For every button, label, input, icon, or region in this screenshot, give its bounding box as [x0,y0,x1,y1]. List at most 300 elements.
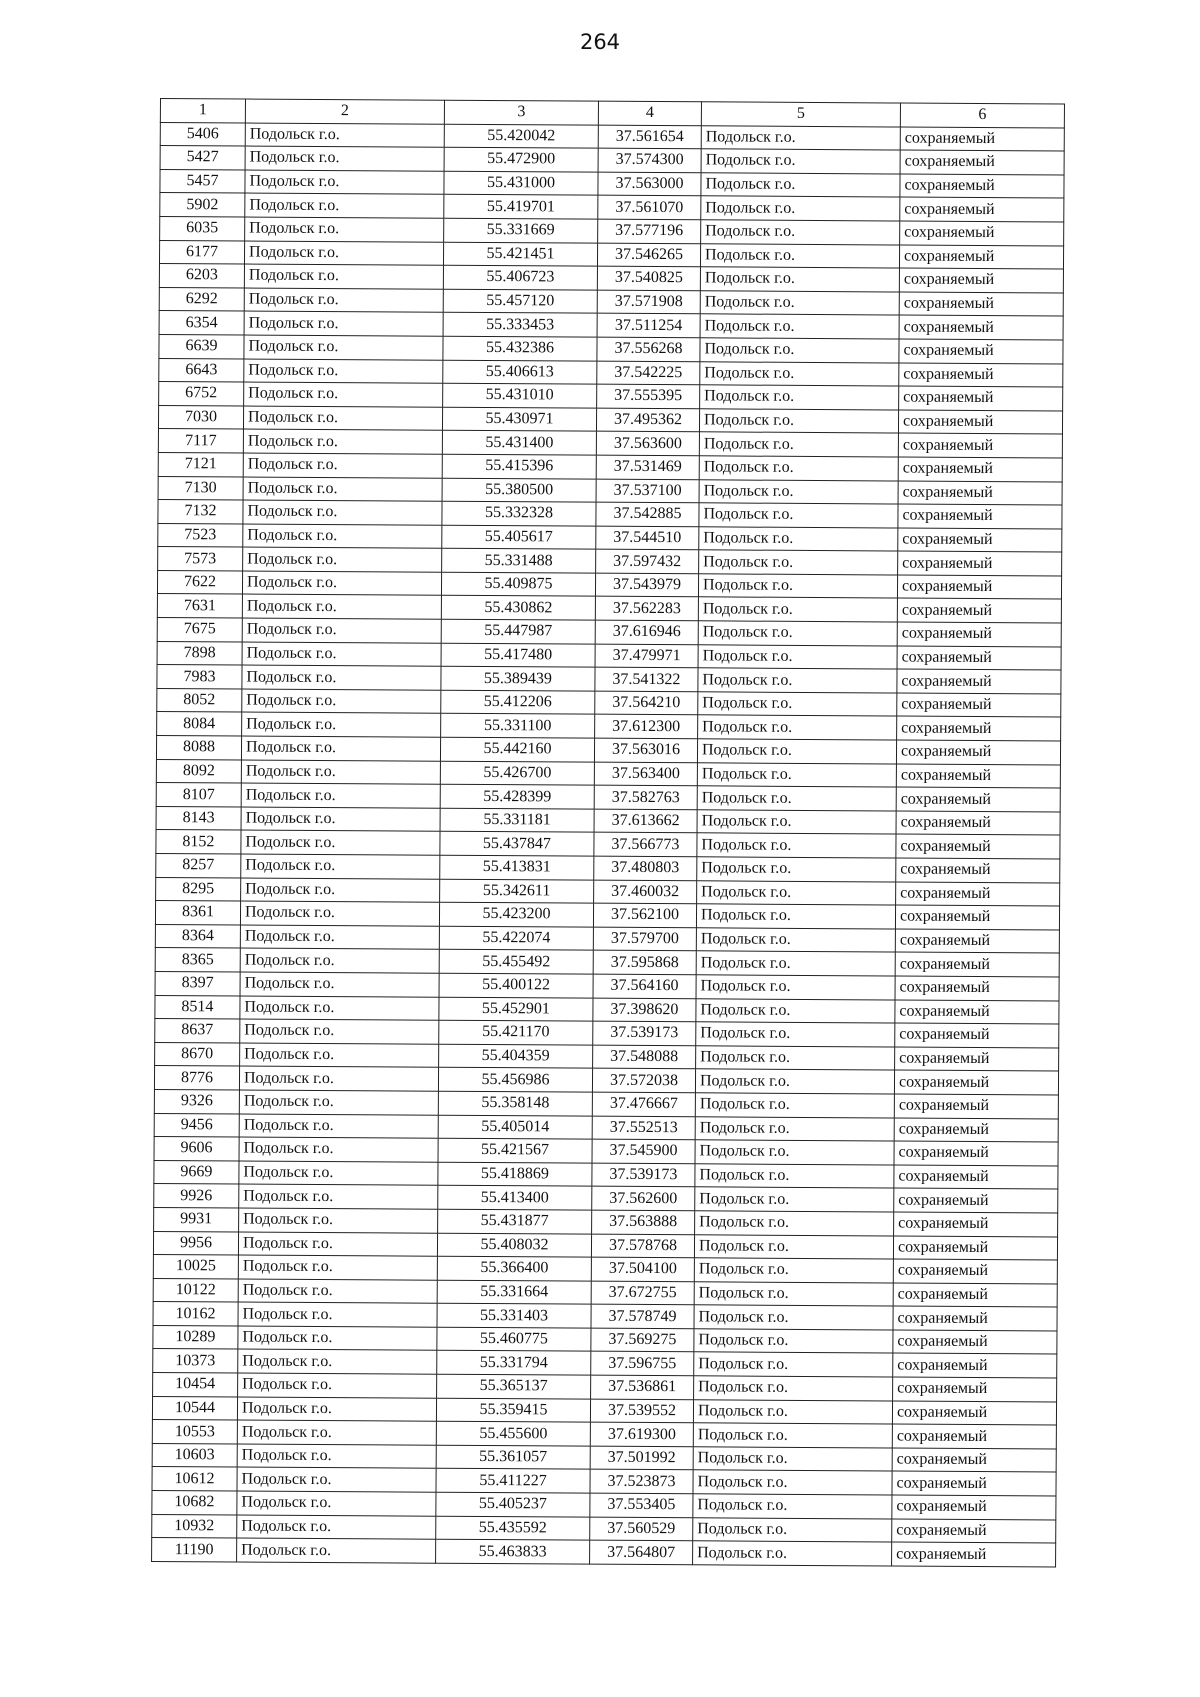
cell-number: 9326 [154,1089,239,1113]
cell-longitude: 37.398620 [593,998,696,1022]
cell-latitude: 55.421170 [439,1020,593,1045]
cell-district: Подольск г.о. [240,1043,439,1068]
cell-status: сохраняемый [894,1118,1058,1143]
cell-latitude: 55.430971 [442,407,596,432]
cell-status: сохраняемый [898,504,1062,529]
cell-district: Подольск г.о. [245,217,444,242]
cell-latitude: 55.331181 [440,808,594,833]
cell-status: сохраняемый [898,433,1062,458]
cell-number: 6292 [159,287,244,311]
cell-number: 8514 [155,995,240,1019]
cell-longitude: 37.552513 [592,1116,695,1140]
cell-status: сохраняемый [896,858,1060,883]
cell-latitude: 55.405617 [442,525,596,550]
cell-number: 5902 [160,193,245,217]
cell-latitude: 55.422074 [439,926,593,951]
cell-municipality: Подольск г.о. [694,1258,893,1283]
cell-status: сохраняемый [899,245,1063,270]
cell-municipality: Подольск г.о. [694,1352,893,1377]
cell-number: 8397 [155,971,240,995]
cell-municipality: Подольск г.о. [696,951,895,976]
cell-longitude: 37.536861 [591,1375,694,1399]
cell-latitude: 55.342611 [440,879,594,904]
cell-longitude: 37.523873 [590,1470,693,1494]
cell-number: 9669 [154,1160,239,1184]
cell-number: 8776 [154,1066,239,1090]
cell-latitude: 55.413831 [440,855,594,880]
cell-municipality: Подольск г.о. [698,692,897,717]
cell-latitude: 55.431010 [443,383,597,408]
cell-district: Подольск г.о. [237,1444,436,1469]
cell-number: 6752 [159,382,244,406]
cell-latitude: 55.420042 [444,124,598,149]
cell-number: 9931 [154,1207,239,1231]
cell-district: Подольск г.о. [238,1373,437,1398]
cell-latitude: 55.358148 [438,1091,592,1116]
cell-status: сохраняемый [900,221,1064,246]
cell-municipality: Подольск г.о. [697,880,896,905]
cell-longitude: 37.495362 [596,408,699,432]
cell-district: Подольск г.о. [238,1349,437,1374]
cell-longitude: 37.619300 [590,1422,693,1446]
cell-number: 8364 [155,924,240,948]
cell-latitude: 55.463833 [436,1539,590,1564]
cell-latitude: 55.331794 [437,1351,591,1376]
cell-longitude: 37.545900 [592,1139,695,1163]
cell-status: сохраняемый [894,1212,1058,1237]
cell-latitude: 55.423200 [439,902,593,927]
cell-latitude: 55.431877 [438,1209,592,1234]
cell-longitude: 37.574300 [598,148,701,172]
cell-number: 10603 [152,1443,237,1467]
cell-status: сохраняемый [899,268,1063,293]
column-header-1: 1 [160,99,245,123]
cell-municipality: Подольск г.о. [697,857,896,882]
cell-number: 7675 [157,618,242,642]
cell-municipality: Подольск г.о. [701,149,900,174]
cell-number: 10122 [153,1278,238,1302]
cell-district: Подольск г.о. [243,406,442,431]
cell-municipality: Подольск г.о. [701,173,900,198]
cell-district: Подольск г.о. [242,712,441,737]
cell-latitude: 55.421451 [443,242,597,267]
cell-district: Подольск г.о. [237,1538,436,1563]
table-body [152,122,1065,1567]
cell-status: сохраняемый [900,174,1064,199]
cell-municipality: Подольск г.о. [698,597,897,622]
cell-district: Подольск г.о. [242,689,441,714]
cell-number: 8365 [155,948,240,972]
cell-latitude: 55.417480 [441,643,595,668]
cell-longitude: 37.562100 [593,903,696,927]
cell-status: сохраняемый [895,1047,1059,1072]
column-header-3: 3 [444,100,598,125]
cell-district: Подольск г.о. [239,1090,438,1115]
cell-number: 8670 [155,1042,240,1066]
cell-longitude: 37.563400 [594,762,697,786]
cell-status: сохраняемый [896,882,1060,907]
cell-district: Подольск г.о. [244,359,443,384]
cell-status: сохраняемый [893,1306,1057,1331]
cell-longitude: 37.612300 [595,715,698,739]
cell-latitude: 55.431000 [444,171,598,196]
cell-district: Подольск г.о. [245,170,444,195]
cell-latitude: 55.380500 [442,478,596,503]
cell-number: 8152 [156,830,241,854]
cell-status: сохраняемый [897,693,1061,718]
cell-status: сохраняемый [897,716,1061,741]
cell-longitude: 37.564210 [595,691,698,715]
cell-longitude: 37.566773 [594,833,697,857]
cell-municipality: Подольск г.о. [698,621,897,646]
cell-status: сохраняемый [900,150,1064,175]
cell-status: сохраняемый [899,315,1063,340]
cell-status: сохраняемый [896,787,1060,812]
cell-municipality: Подольск г.о. [697,786,896,811]
cell-longitude: 37.553405 [590,1493,693,1517]
cell-district: Подольск г.о. [239,1137,438,1162]
cell-municipality: Подольск г.о. [695,1093,894,1118]
cell-status: сохраняемый [893,1353,1057,1378]
cell-municipality: Подольск г.о. [696,1022,895,1047]
cell-municipality: Подольск г.о. [701,220,900,245]
cell-longitude: 37.542225 [597,361,700,385]
cell-district: Подольск г.о. [237,1467,436,1492]
cell-municipality: Подольск г.о. [693,1447,892,1472]
cell-municipality: Подольск г.о. [696,998,895,1023]
cell-latitude: 55.406613 [443,360,597,385]
cell-longitude: 37.460032 [594,880,697,904]
cell-municipality: Подольск г.о. [695,1187,894,1212]
cell-number: 7523 [158,523,243,547]
cell-longitude: 37.563888 [592,1210,695,1234]
cell-number: 8361 [155,901,240,925]
cell-district: Подольск г.о. [240,948,439,973]
cell-municipality: Подольск г.о. [694,1281,893,1306]
cell-status: сохраняемый [896,740,1060,765]
cell-number: 6177 [159,240,244,264]
cell-latitude: 55.413400 [438,1186,592,1211]
cell-longitude: 37.537100 [596,479,699,503]
cell-latitude: 55.435592 [436,1516,590,1541]
cell-longitude: 37.560529 [590,1517,693,1541]
cell-municipality: Подольск г.о. [697,833,896,858]
cell-latitude: 55.472900 [444,147,598,172]
cell-number: 10454 [153,1373,238,1397]
cell-district: Подольск г.о. [244,335,443,360]
cell-number: 7030 [158,405,243,429]
cell-longitude: 37.596755 [591,1352,694,1376]
cell-latitude: 55.359415 [436,1398,590,1423]
cell-district: Подольск г.о. [245,123,444,148]
cell-number: 8143 [156,806,241,830]
cell-status: сохраняемый [899,363,1063,388]
cell-municipality: Подольск г.о. [693,1423,892,1448]
cell-district: Подольск г.о. [238,1302,437,1327]
cell-longitude: 37.511254 [597,314,700,338]
cell-status: сохраняемый [896,811,1060,836]
cell-municipality: Подольск г.о. [693,1541,892,1566]
cell-status: сохраняемый [892,1401,1056,1426]
cell-district: Подольск г.о. [241,783,440,808]
cell-district: Подольск г.о. [244,382,443,407]
column-header-2: 2 [245,99,444,124]
cell-municipality: Подольск г.о. [700,267,899,292]
cell-longitude: 37.539173 [592,1163,695,1187]
cell-status: сохраняемый [898,551,1062,576]
cell-district: Подольск г.о. [239,1114,438,1139]
cell-municipality: Подольск г.о. [696,904,895,929]
cell-district: Подольск г.о. [242,594,441,619]
cell-municipality: Подольск г.о. [699,550,898,575]
cell-longitude: 37.562283 [595,597,698,621]
cell-municipality: Подольск г.о. [694,1234,893,1259]
cell-municipality: Подольск г.о. [697,810,896,835]
cell-longitude: 37.556268 [597,337,700,361]
cell-status: сохраняемый [892,1471,1056,1496]
cell-district: Подольск г.о. [244,288,443,313]
cell-number: 10932 [152,1514,237,1538]
column-header-4: 4 [598,101,701,125]
cell-municipality: Подольск г.о. [694,1376,893,1401]
cell-latitude: 55.331669 [444,218,598,243]
cell-status: сохраняемый [894,1165,1058,1190]
cell-latitude: 55.455492 [439,950,593,975]
cell-status: сохраняемый [897,575,1061,600]
cell-latitude: 55.333453 [443,313,597,338]
data-table [151,98,1065,1567]
cell-district: Подольск г.о. [243,429,442,454]
cell-number: 10553 [152,1420,237,1444]
cell-longitude: 37.543979 [595,573,698,597]
cell-longitude: 37.616946 [595,620,698,644]
cell-district: Подольск г.о. [240,901,439,926]
cell-district: Подольск г.о. [239,1184,438,1209]
cell-district: Подольск г.о. [241,854,440,879]
cell-longitude: 37.563000 [598,172,701,196]
cell-district: Подольск г.о. [243,453,442,478]
cell-longitude: 37.476667 [592,1092,695,1116]
cell-district: Подольск г.о. [241,736,440,761]
cell-municipality: Подольск г.о. [698,644,897,669]
cell-latitude: 55.389439 [441,666,595,691]
cell-latitude: 55.409875 [441,572,595,597]
cell-longitude: 37.539552 [590,1399,693,1423]
cell-longitude: 37.479971 [595,644,698,668]
cell-municipality: Подольск г.о. [693,1470,892,1495]
cell-number: 5406 [160,122,245,146]
cell-status: сохраняемый [893,1377,1057,1402]
cell-longitude: 37.571908 [597,290,700,314]
cell-latitude: 55.408032 [437,1233,591,1258]
cell-municipality: Подольск г.о. [696,975,895,1000]
cell-status: сохраняемый [892,1424,1056,1449]
cell-municipality: Подольск г.о. [697,739,896,764]
cell-number: 9926 [154,1184,239,1208]
cell-latitude: 55.331403 [437,1303,591,1328]
cell-status: сохраняемый [895,952,1059,977]
cell-longitude: 37.480803 [594,856,697,880]
cell-status: сохраняемый [896,834,1060,859]
cell-municipality: Подольск г.о. [700,385,899,410]
cell-status: сохраняемый [898,481,1062,506]
cell-latitude: 55.405014 [438,1115,592,1140]
cell-number: 6354 [159,311,244,335]
cell-municipality: Подольск г.о. [698,574,897,599]
cell-municipality: Подольск г.о. [701,125,900,150]
cell-longitude: 37.569275 [591,1328,694,1352]
cell-number: 10612 [152,1467,237,1491]
cell-municipality: Подольск г.о. [698,715,897,740]
cell-municipality: Подольск г.о. [700,314,899,339]
cell-status: сохраняемый [894,1188,1058,1213]
cell-district: Подольск г.о. [240,1019,439,1044]
cell-longitude: 37.548088 [593,1045,696,1069]
cell-district: Подольск г.о. [238,1232,437,1257]
cell-number: 5427 [160,146,245,170]
cell-municipality: Подольск г.о. [697,762,896,787]
cell-status: сохраняемый [899,339,1063,364]
cell-number: 7130 [158,476,243,500]
cell-longitude: 37.546265 [597,243,700,267]
cell-status: сохраняемый [892,1519,1056,1544]
cell-latitude: 55.455600 [436,1421,590,1446]
cell-number: 8052 [157,688,242,712]
cell-latitude: 55.411227 [436,1469,590,1494]
cell-status: сохраняемый [899,292,1063,317]
cell-district: Подольск г.о. [245,146,444,171]
cell-district: Подольск г.о. [245,193,444,218]
column-header-6: 6 [900,103,1064,128]
cell-longitude: 37.501992 [590,1446,693,1470]
cell-latitude: 55.432386 [443,336,597,361]
cell-municipality: Подольск г.о. [698,668,897,693]
cell-status: сохраняемый [895,1023,1059,1048]
cell-district: Подольск г.о. [241,878,440,903]
cell-status: сохраняемый [894,1094,1058,1119]
cell-longitude: 37.672755 [591,1281,694,1305]
cell-latitude: 55.430862 [441,596,595,621]
cell-status: сохраняемый [894,1141,1058,1166]
cell-latitude: 55.365137 [437,1374,591,1399]
cell-municipality: Подольск г.о. [699,456,898,481]
cell-district: Подольск г.о. [241,830,440,855]
cell-longitude: 37.578768 [591,1234,694,1258]
cell-municipality: Подольск г.о. [695,1069,894,1094]
cell-district: Подольск г.о. [239,1208,438,1233]
cell-municipality: Подольск г.о. [699,503,898,528]
cell-longitude: 37.577196 [598,219,701,243]
cell-status: сохраняемый [898,528,1062,553]
cell-district: Подольск г.о. [242,642,441,667]
cell-longitude: 37.541322 [595,667,698,691]
cell-longitude: 37.595868 [593,951,696,975]
cell-longitude: 37.563016 [594,738,697,762]
cell-longitude: 37.561070 [598,196,701,220]
cell-status: сохраняемый [893,1259,1057,1284]
cell-district: Подольск г.о. [237,1491,436,1516]
cell-municipality: Подольск г.о. [694,1305,893,1330]
cell-longitude: 37.564807 [590,1540,693,1564]
cell-district: Подольск г.о. [237,1397,436,1422]
cell-latitude: 55.426700 [440,761,594,786]
cell-number: 10289 [153,1325,238,1349]
page-number: 264 [579,30,621,54]
cell-municipality: Подольск г.о. [696,928,895,953]
cell-number: 7132 [158,500,243,524]
cell-district: Подольск г.о. [237,1420,436,1445]
cell-longitude: 37.582763 [594,785,697,809]
cell-status: сохраняемый [893,1236,1057,1261]
cell-municipality: Подольск г.о. [695,1140,894,1165]
cell-longitude: 37.544510 [596,526,699,550]
cell-status: сохраняемый [895,905,1059,930]
column-header-5: 5 [701,102,900,127]
cell-number: 8092 [156,759,241,783]
cell-municipality: Подольск г.о. [700,361,899,386]
cell-status: сохраняемый [900,127,1064,152]
cell-municipality: Подольск г.о. [699,432,898,457]
cell-district: Подольск г.о. [237,1515,436,1540]
cell-number: 7983 [157,665,242,689]
cell-longitude: 37.561654 [598,125,701,149]
cell-longitude: 37.555395 [597,384,700,408]
cell-number: 7121 [158,452,243,476]
cell-longitude: 37.563600 [596,431,699,455]
cell-district: Подольск г.о. [243,547,442,572]
cell-district: Подольск г.о. [242,665,441,690]
cell-latitude: 55.400122 [439,973,593,998]
cell-number: 6643 [159,358,244,382]
cell-municipality: Подольск г.о. [699,479,898,504]
cell-municipality: Подольск г.о. [699,409,898,434]
cell-district: Подольск г.о. [243,524,442,549]
cell-district: Подольск г.о. [240,925,439,950]
cell-latitude: 55.452901 [439,997,593,1022]
cell-number: 7631 [157,594,242,618]
cell-longitude: 37.613662 [594,809,697,833]
cell-status: сохраняемый [892,1495,1056,1520]
cell-longitude: 37.578749 [591,1304,694,1328]
cell-number: 7573 [158,547,243,571]
cell-district: Подольск г.о. [244,311,443,336]
cell-number: 9606 [154,1137,239,1161]
cell-municipality: Подольск г.о. [700,243,899,268]
cell-district: Подольск г.о. [238,1255,437,1280]
cell-municipality: Подольск г.о. [695,1116,894,1141]
cell-latitude: 55.457120 [443,289,597,314]
cell-latitude: 55.406723 [443,265,597,290]
cell-longitude: 37.531469 [596,455,699,479]
cell-latitude: 55.331664 [437,1280,591,1305]
cell-latitude: 55.405237 [436,1492,590,1517]
cell-number: 6639 [159,334,244,358]
cell-latitude: 55.419701 [444,195,598,220]
cell-number: 10682 [152,1491,237,1515]
cell-latitude: 55.331100 [441,714,595,739]
cell-status: сохраняемый [895,976,1059,1001]
cell-latitude: 55.418869 [438,1162,592,1187]
cell-district: Подольск г.о. [242,571,441,596]
cell-latitude: 55.366400 [437,1256,591,1281]
cell-latitude: 55.431400 [442,431,596,456]
cell-status: сохраняемый [894,1070,1058,1095]
cell-number: 9456 [154,1113,239,1137]
cell-district: Подольск г.о. [239,1066,438,1091]
cell-number: 8107 [156,783,241,807]
cell-number: 10373 [153,1349,238,1373]
cell-number: 8295 [156,877,241,901]
